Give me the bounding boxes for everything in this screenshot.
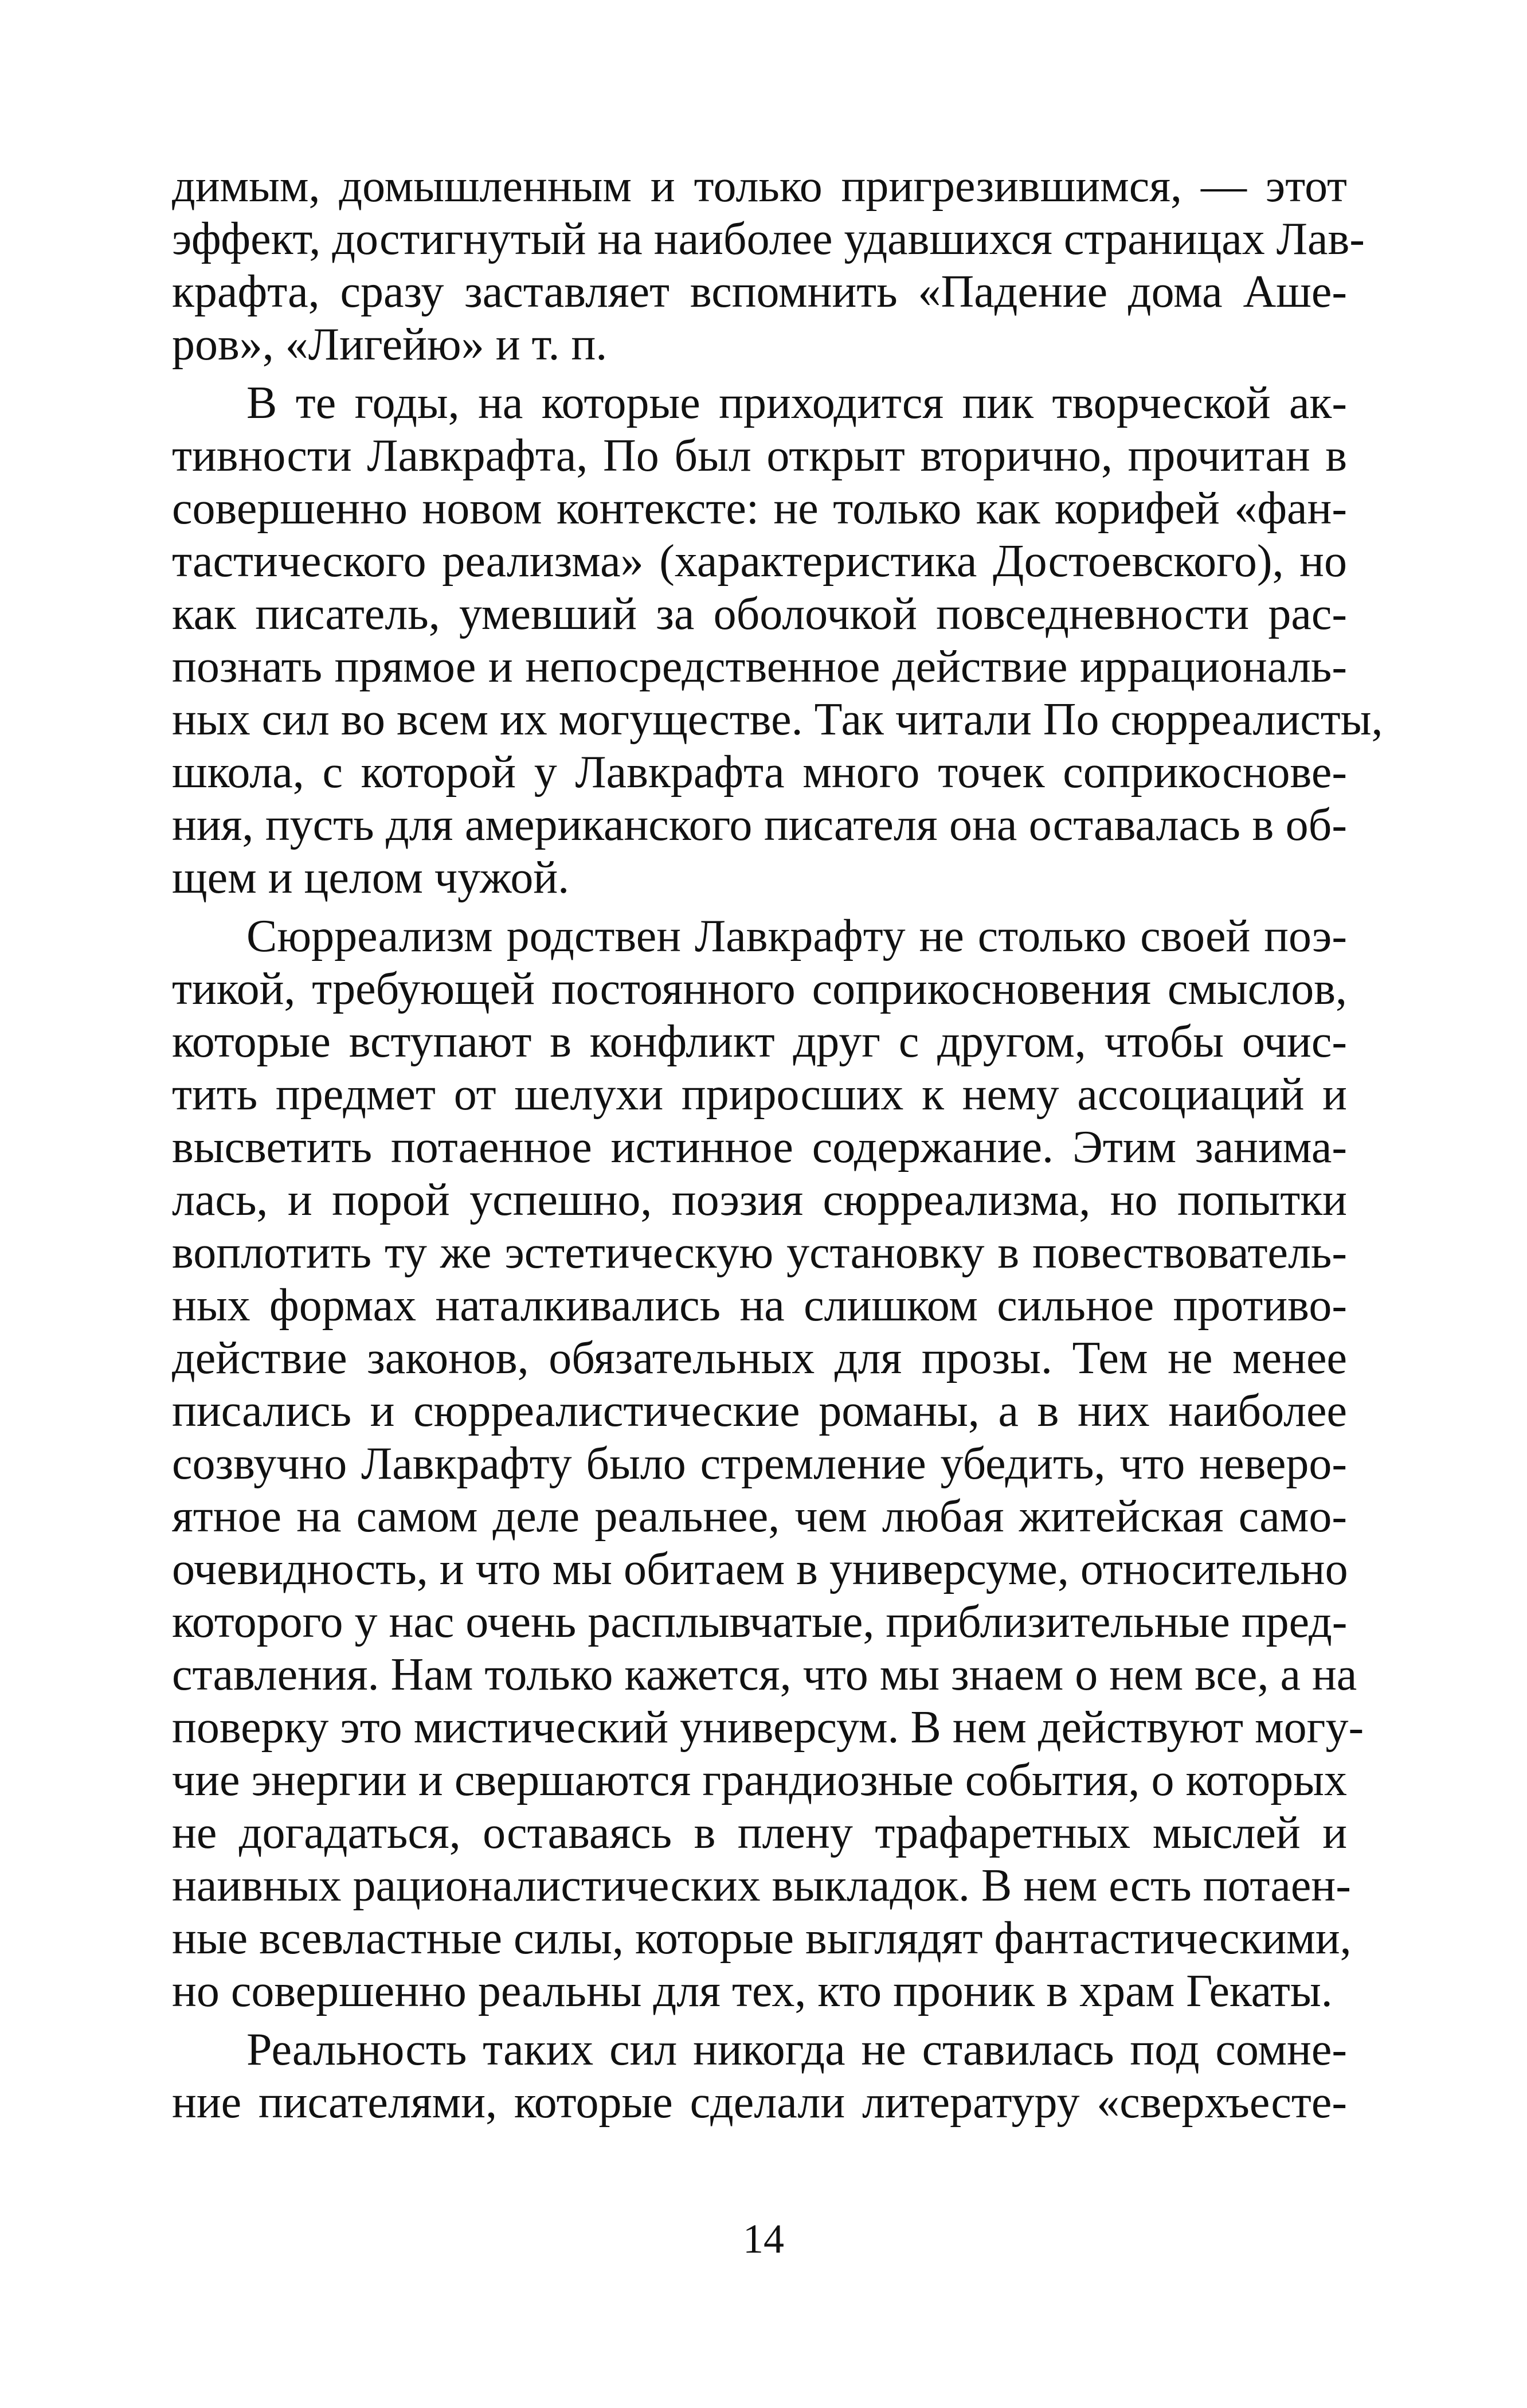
paragraph-first-line: В те годы, на которые приходится пик творческой ак-	[246, 378, 1347, 428]
text-line: воплотить ту же эстетическую установку в повествователь-	[172, 1228, 1347, 1278]
text-line: ние писателями, которые сделали литературу «сверхъесте-	[172, 2077, 1347, 2128]
text-line: которые вступают в конфликт друг с другом, чтобы очис-	[172, 1017, 1347, 1067]
paragraph-first-line: Реальность таких сил никогда не ставилась под сомне-	[246, 2024, 1347, 2075]
text-line: ных сил во всем их могуществе. Так читали По сюрреалисты,	[172, 694, 1383, 745]
text-line: ятное на самом деле реальнее, чем любая житейская само-	[172, 1491, 1347, 1542]
text-line: которого у нас очень расплывчатые, приблизительные пред-	[172, 1597, 1348, 1647]
text-line: высветить потаенное истинное содержание. Этим занима-	[172, 1122, 1347, 1172]
text-line: ных формах наталкивались на слишком сильное противо-	[172, 1280, 1347, 1331]
text-line: ния, пусть для американского писателя она оставалась в об-	[172, 800, 1347, 850]
text-line: ров», «Лигейю» и т. п.	[172, 319, 608, 370]
text-line: как писатель, умевший за оболочкой повседневности рас-	[172, 589, 1347, 639]
text-line: крафта, сразу заставляет вспомнить «Падение дома Аше-	[172, 267, 1347, 317]
text-line: ставления. Нам только кажется, что мы знаем о нем все, а на	[172, 1649, 1357, 1700]
text-line: щем и целом чужой.	[172, 853, 570, 903]
text-line: тастического реализма» (характеристика Достоевского), но	[172, 536, 1347, 587]
text-line: действие законов, обязательных для прозы. Тем не менее	[172, 1333, 1347, 1383]
text-line: чие энергии и свершаются грандиозные события, о которых	[172, 1755, 1347, 1805]
text-line: ные всевластные силы, которые выглядят фантастическими,	[172, 1913, 1352, 1964]
text-line: наивных рационалистических выкладок. В нем есть потаен-	[172, 1860, 1351, 1911]
text-line: писались и сюрреалистические романы, а в них наиболее	[172, 1386, 1347, 1436]
paragraph-first-line: Сюрреализм родствен Лавкрафту не столько своей поэ-	[246, 911, 1347, 961]
text-line: тить предмет от шелухи приросших к нему ассоциаций и	[172, 1069, 1347, 1120]
text-line: познать прямое и непосредственное действие иррациональ-	[172, 642, 1347, 692]
text-line: лась, и порой успешно, поэзия сюрреализма, но попытки	[172, 1175, 1347, 1225]
text-line: тивности Лавкрафта, По был открыт вторично, прочитан в	[172, 431, 1347, 481]
text-line: эффект, достигнутый на наиболее удавшихся страницах Лав-	[172, 214, 1365, 264]
text-line: поверку это мистический универсум. В нем действуют могу-	[172, 1702, 1364, 1753]
text-line: не догадаться, оставаясь в плену трафаретных мыслей и	[172, 1808, 1347, 1858]
text-line: очевидность, и что мы обитаем в универсуме, относительно	[172, 1544, 1348, 1594]
text-line: созвучно Лавкрафту было стремление убедить, что неверо-	[172, 1438, 1347, 1489]
text-line: совершенно новом контексте: не только как корифей «фан-	[172, 483, 1347, 534]
text-line: тикой, требующей постоянного соприкосновения смыслов,	[172, 964, 1347, 1014]
text-line: димым, домышленным и только пригрезившимся, — этот	[172, 161, 1347, 212]
text-line: но совершенно реальны для тех, кто проник в храм Гекаты.	[172, 1966, 1333, 2016]
page-number: 14	[743, 2216, 784, 2262]
text-line: школа, с которой у Лавкрафта много точек соприкоснове-	[172, 747, 1347, 798]
